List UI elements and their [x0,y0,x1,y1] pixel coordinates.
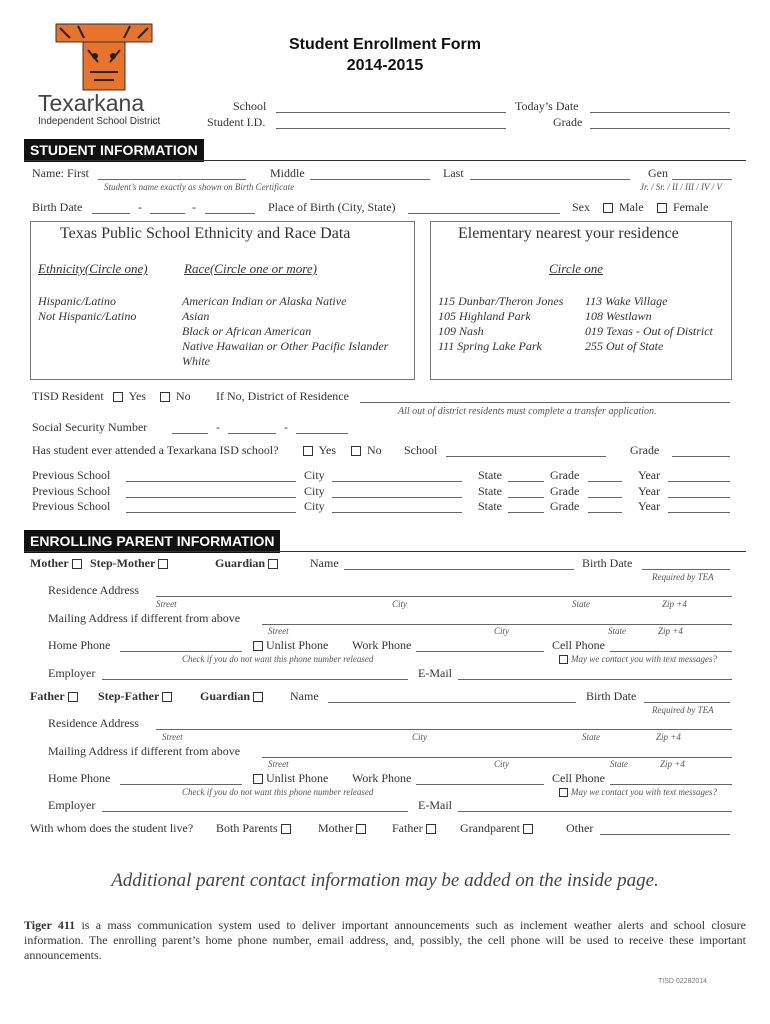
lives-mother-option[interactable] [318,821,369,836]
mother-option[interactable] [30,556,85,571]
email-label: E-Mail [418,666,452,680]
no-label: No [367,443,382,457]
elementary-option[interactable]: 113 Wake Village [585,294,668,308]
elementary-option[interactable]: 105 Highland Park [438,309,531,323]
district-subtitle: Independent School District [38,116,161,127]
grandparent-checkbox[interactable] [523,824,533,834]
parent2-cell-phone-field[interactable] [610,784,732,785]
last-name-field[interactable] [470,179,630,180]
city-caption: City [392,599,407,609]
school-label: School [233,99,267,113]
attended-no-option[interactable] [348,443,382,458]
elementary-circle-heading: Circle one [549,261,604,276]
lives-with-question: With whom does the student live? [30,821,194,835]
unlist-caption: Check if you do not want this phone number released [182,654,374,664]
both-parents-checkbox[interactable] [281,824,291,834]
unlist-checkbox[interactable] [253,641,263,651]
street-caption: Street [156,599,177,609]
lives-other-label: Other [566,821,594,835]
employer-label: Employer [48,798,96,812]
todays-date-label: Today’s Date [515,99,579,113]
unlist-phone-option[interactable] [250,771,328,786]
grandparent-label: Grandparent [460,821,520,835]
email-label: E-Mail [418,798,452,812]
unlist-label: Unlist Phone [266,638,329,652]
race-option[interactable]: Asian [182,309,210,323]
elementary-box-title: Elementary nearest your residence [458,225,679,242]
school-field[interactable] [276,112,506,113]
state-field[interactable] [508,481,544,482]
district-name: Texarkana [38,90,145,116]
student-id-label: Student I.D. [207,115,266,129]
year-label: Year [638,499,661,513]
ethnicity-heading: Ethnicity(Circle one) [38,261,148,276]
race-heading: Race(Circle one or more) [184,261,317,276]
step-father-checkbox[interactable] [162,692,172,702]
female-label: Female [673,200,709,214]
attended-yes-option[interactable] [300,443,336,458]
form-year: 2014-2015 [346,57,424,74]
parent1-home-phone-field[interactable] [120,651,242,652]
elementary-col-1 [438,294,563,354]
resident-no-option[interactable] [157,389,191,404]
female-checkbox[interactable] [657,203,667,213]
lives-father-checkbox[interactable] [426,824,436,834]
parent2-birth-date-field[interactable] [644,702,730,703]
step-mother-option[interactable] [90,556,171,571]
year-field[interactable] [668,481,730,482]
parent1-cell-phone-field[interactable] [610,651,732,652]
state-label: State [478,499,502,513]
lives-mother-label: Mother [318,821,354,835]
male-label: Male [619,200,644,214]
lives-other-field[interactable] [600,834,730,835]
gen-field[interactable] [672,179,732,180]
both-parents-label: Both Parents [216,821,278,835]
state-caption: State [608,626,626,636]
parent1-work-phone-field[interactable] [416,651,544,652]
todays-date-field[interactable] [590,112,730,113]
lives-grandparent-option[interactable] [460,821,536,836]
tiger-411-name: Tiger 411 [24,918,76,932]
middle-name-field[interactable] [310,179,430,180]
gen-label: Gen [648,166,668,180]
elementary-option[interactable]: 108 Westlawn [585,309,652,323]
city-caption: City [494,759,509,769]
parent2-birth-date-label: Birth Date [586,689,637,703]
grade-label: Grade [550,468,580,482]
lives-father-option[interactable] [392,821,439,836]
previous-school-label: Previous School [32,499,111,513]
unlist-caption: Check if you do not want this phone number released [182,787,374,797]
parent1-name-label: Name [310,556,339,570]
grade-field[interactable] [588,497,622,498]
text-checkbox[interactable] [559,655,568,664]
header-grade-field[interactable] [590,128,730,129]
mailing-address-label: Mailing Address if different from above [48,744,241,758]
step-father-option[interactable] [98,689,175,704]
unlist-label: Unlist Phone [266,771,329,785]
birth-year-field[interactable] [205,213,255,214]
previous-school-field[interactable] [126,512,296,513]
birth-day-field[interactable] [150,213,185,214]
middle-name-label: Middle [270,166,305,180]
city-label: City [304,499,325,513]
parent2-employer-field[interactable] [102,811,408,812]
year-label: Year [638,484,661,498]
attended-school-label: School [404,443,438,457]
tiger-411-text: is a mass communication system used to deliver important announcements such as inclement weather alerts and school closure information. The enrolling parent’s home phone number, email address, and, possibly, the cell phone will be used to receive these important announcements. [24,918,746,962]
work-phone-label: Work Phone [352,771,412,785]
place-of-birth-field[interactable] [408,213,560,214]
city-caption: City [494,626,509,636]
elementary-option[interactable]: 019 Texas - Out of District [585,324,713,338]
resident-yes-checkbox[interactable] [113,392,123,402]
year-field[interactable] [668,497,730,498]
state-caption: State [582,732,600,742]
guardian-option[interactable] [200,689,266,704]
grade-label: Grade [550,499,580,513]
first-name-field[interactable] [98,179,246,180]
cell-phone-label: Cell Phone [552,771,605,785]
state-caption: State [572,599,590,609]
work-phone-label: Work Phone [352,638,412,652]
lives-both-option[interactable] [216,821,294,836]
mother-label: Mother [30,556,69,570]
required-tea-caption: Required by TEA [652,572,714,582]
parent2-name-field[interactable] [328,702,576,703]
father-checkbox[interactable] [68,692,78,702]
parent2-home-phone-field[interactable] [120,784,242,785]
parent-info-header: ENROLLING PARENT INFORMATION [24,530,280,553]
attended-school-field[interactable] [446,456,606,457]
residence-address-label: Residence Address [48,716,139,730]
attended-grade-label: Grade [630,443,660,457]
parent2-mailing-field[interactable] [262,757,732,758]
grade-field[interactable] [588,481,622,482]
mailing-address-label: Mailing Address if different from above [48,611,241,625]
text-caption: May we contact you with text messages? [571,654,717,664]
parent1-mailing-field[interactable] [262,624,732,625]
text-checkbox[interactable] [559,788,568,797]
attended-no-checkbox[interactable] [351,446,361,456]
guardian-checkbox[interactable] [268,559,278,569]
state-caption: State [610,759,628,769]
step-mother-checkbox[interactable] [158,559,168,569]
parent2-residence-field[interactable] [156,729,732,730]
unlist-checkbox[interactable] [253,774,263,784]
street-caption: Street [268,626,289,636]
ssn-dash-1: - [216,420,220,434]
birth-date-label: Birth Date [32,200,83,214]
parent2-email-field[interactable] [458,811,732,812]
parent1-birth-date-label: Birth Date [582,556,633,570]
form-title: Student Enrollment Form [289,36,481,53]
race-option[interactable]: White [182,354,210,368]
parent2-name-label: Name [290,689,319,703]
text-messages-option[interactable] [556,787,717,797]
race-option[interactable]: Black or African American [182,324,312,338]
zip-caption: Zip +4 [656,732,681,742]
section-divider [24,551,746,552]
student-info-header: STUDENT INFORMATION [24,139,204,162]
city-label: City [304,468,325,482]
guardian-option[interactable] [215,556,281,571]
parent1-residence-field[interactable] [156,596,732,597]
street-caption: Street [162,732,183,742]
additional-contact-note: Additional parent contact information may be added on the inside page. [111,870,659,891]
previous-school-field[interactable] [126,481,296,482]
previous-school-label: Previous School [32,468,111,482]
step-mother-label: Step-Mother [90,556,156,570]
previous-school-label: Previous School [32,484,111,498]
mother-checkbox[interactable] [72,559,82,569]
place-of-birth-label: Place of Birth (City, State) [268,200,396,214]
yes-label: Yes [128,389,147,403]
street-caption: Street [268,759,289,769]
lives-father-label: Father [392,821,423,835]
parent1-email-field[interactable] [458,679,732,680]
elementary-option[interactable]: 115 Dunbar/Theron Jones [438,294,564,308]
attended-yes-checkbox[interactable] [303,446,313,456]
father-option[interactable] [30,689,81,704]
ethnicity-option[interactable]: Hispanic/Latino [38,294,117,308]
ethnicity-options [38,294,136,324]
city-field[interactable] [332,497,462,498]
dash-2: - [192,200,196,214]
grade-field[interactable] [588,512,622,513]
elementary-option[interactable]: 109 Nash [438,324,484,338]
attended-question: Has student ever attended a Texarkana ISD school? [32,443,279,457]
year-label: Year [638,468,661,482]
guardian-label: Guardian [200,689,251,703]
race-options [182,294,388,369]
gen-caption: Jr. / Sr. / II / III / IV / V [640,182,722,192]
district-of-residence-field[interactable] [360,402,730,403]
parent2-work-phone-field[interactable] [416,784,544,785]
parent1-name-field[interactable] [344,569,574,570]
ssn-part-1[interactable] [172,433,208,434]
city-field[interactable] [332,481,462,482]
residence-address-label: Residence Address [48,583,139,597]
district-of-residence-label: If No, District of Residence [216,389,349,403]
city-field[interactable] [332,512,462,513]
race-option[interactable]: American Indian or Alaska Native [182,294,347,308]
city-label: City [304,484,325,498]
elementary-col-2 [585,294,713,354]
state-field[interactable] [508,497,544,498]
student-id-field[interactable] [276,128,506,129]
lives-mother-checkbox[interactable] [356,824,366,834]
ssn-dash-2: - [284,420,288,434]
parent1-employer-field[interactable] [102,679,408,680]
header-grade-label: Grade [553,115,583,129]
state-label: State [478,484,502,498]
ssn-label: Social Security Number [32,420,148,434]
home-phone-label: Home Phone [48,771,111,785]
state-field[interactable] [508,512,544,513]
step-father-label: Step-Father [98,689,160,703]
ssn-part-3[interactable] [296,433,348,434]
city-caption: City [412,732,427,742]
first-name-label: Name: First [32,166,89,180]
state-label: State [478,468,502,482]
ethnicity-option[interactable]: Not Hispanic/Latino [38,309,137,323]
zip-caption: Zip +4 [658,626,683,636]
male-checkbox[interactable] [603,203,613,213]
sex-label: Sex [572,200,590,214]
cell-phone-label: Cell Phone [552,638,605,652]
elementary-option[interactable]: 255 Out of State [585,339,664,353]
required-tea-caption: Required by TEA [652,705,714,715]
last-name-label: Last [443,166,464,180]
employer-label: Employer [48,666,96,680]
ethnicity-box-title: Texas Public School Ethnicity and Race Data [60,225,351,242]
tiger-411-paragraph [24,918,746,963]
previous-school-field[interactable] [126,497,296,498]
birth-month-field[interactable] [92,213,130,214]
section-divider [24,160,746,161]
parent1-birth-date-field[interactable] [642,569,730,570]
guardian-checkbox[interactable] [253,692,263,702]
father-label: Father [30,689,65,703]
ssn-part-2[interactable] [228,433,276,434]
year-field[interactable] [668,512,730,513]
guardian-label: Guardian [215,556,266,570]
elementary-option[interactable]: 111 Spring Lake Park [438,339,542,353]
text-messages-option[interactable] [556,654,717,664]
home-phone-label: Home Phone [48,638,111,652]
district-logo [38,22,173,130]
zip-caption: Zip +4 [660,759,685,769]
resident-no-checkbox[interactable] [160,392,170,402]
grade-label: Grade [550,484,580,498]
name-caption: Student’s name exactly as shown on Birth Certificate [104,182,295,192]
attended-grade-field[interactable] [672,456,730,457]
text-caption: May we contact you with text messages? [571,787,717,797]
yes-label: Yes [318,443,337,457]
form-code: TISD 02282014 [658,978,708,985]
transfer-note: All out of district residents must complete a transfer application. [398,406,657,417]
tisd-resident-label: TISD Resident [32,389,104,403]
sex-male-option[interactable] [600,200,644,215]
sex-female-option[interactable] [654,200,708,215]
resident-yes-option[interactable] [110,389,146,404]
race-option[interactable]: Native Hawaiian or Other Pacific Islander [182,339,389,353]
no-label: No [176,389,191,403]
unlist-phone-option[interactable] [250,638,328,653]
zip-caption: Zip +4 [662,599,687,609]
dash-1: - [138,200,142,214]
